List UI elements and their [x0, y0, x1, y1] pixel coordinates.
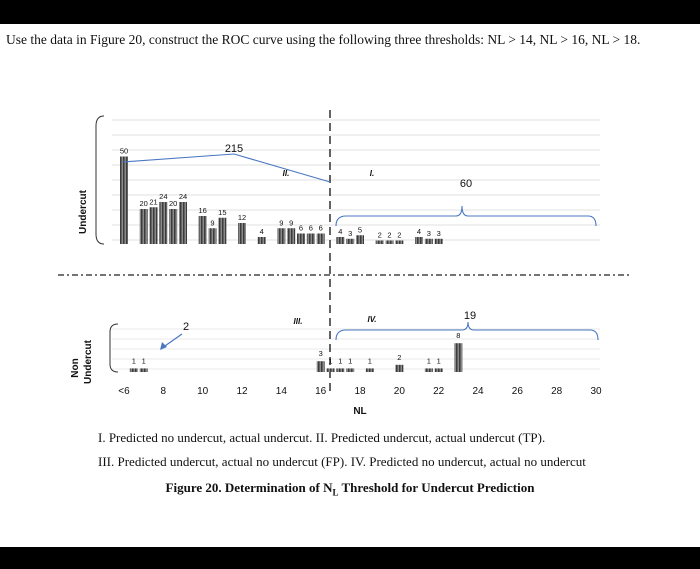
- bar-undercut-4: [169, 209, 177, 244]
- bar-undercut-2: [150, 207, 158, 244]
- bar-label-undercut-9: 12: [237, 213, 247, 222]
- bar-label-undercut-10: 4: [259, 227, 264, 236]
- quadrant-I-label: I.: [369, 169, 375, 178]
- bar-label-undercut-1: 20: [139, 199, 148, 208]
- bar-undercut-7: [209, 228, 217, 244]
- bar-label-undercut-13: 6: [298, 223, 304, 233]
- bar-label-undercut-4: 20: [168, 199, 178, 208]
- bar-undercut-0: [120, 157, 128, 245]
- bar-label-undercut-19: 2: [377, 230, 382, 240]
- x-tick-0: <6: [118, 386, 130, 397]
- non-undercut-label-line2: Undercut: [83, 340, 94, 384]
- bar-undercut-18: [356, 235, 364, 244]
- bar-undercut-15: [317, 234, 325, 245]
- x-tick-9: 24: [472, 386, 484, 397]
- bar-non-undercut-2: [317, 361, 325, 372]
- bar-label-undercut-15: 6: [318, 223, 323, 233]
- bar-undercut-1: [140, 209, 148, 244]
- bar-undercut-10: [258, 237, 266, 244]
- page: [0, 24, 700, 547]
- total-undercut-left: 215: [224, 143, 244, 155]
- bar-undercut-16: [336, 237, 344, 244]
- bar-label-undercut-24: 3: [436, 228, 441, 238]
- total-non-undercut-right: 19: [463, 310, 477, 322]
- bar-label-undercut-3: 24: [159, 192, 168, 201]
- bar-label-undercut-6: 16: [198, 206, 207, 215]
- quadrant-II-label: II.: [282, 169, 290, 178]
- quadrant-IV-label: IV.: [367, 315, 377, 324]
- x-tick-6: 18: [354, 386, 366, 397]
- bar-label-undercut-17: 3: [348, 228, 353, 238]
- x-tick-3: 12: [236, 386, 248, 397]
- bar-label-non-undercut-0: 1: [131, 356, 136, 366]
- bar-label-undercut-2: 21: [149, 197, 158, 207]
- bar-non-undercut-4: [336, 368, 344, 372]
- bar-label-non-undercut-1: 1: [141, 356, 146, 366]
- bar-non-undercut-10: [454, 343, 462, 372]
- bar-undercut-24: [435, 239, 443, 244]
- bar-label-undercut-5: 24: [178, 192, 188, 201]
- bar-undercut-22: [415, 237, 423, 244]
- bar-label-non-undercut-9: 1: [436, 356, 441, 366]
- total-undercut-right-brace: [336, 206, 596, 226]
- bar-undercut-13: [297, 234, 305, 245]
- x-tick-4: 14: [275, 386, 287, 397]
- bar-undercut-14: [307, 234, 315, 245]
- bar-undercut-23: [425, 239, 433, 244]
- bar-non-undercut-5: [346, 368, 354, 372]
- figure-title-sub: L: [332, 487, 339, 498]
- bar-label-undercut-22: 4: [416, 227, 422, 236]
- total-undercut-right: 60: [459, 178, 473, 190]
- bar-undercut-9: [238, 223, 246, 244]
- bar-label-undercut-20: 2: [387, 230, 392, 240]
- x-tick-10: 26: [511, 386, 523, 397]
- bar-label-undercut-7: 9: [210, 218, 215, 228]
- x-tick-11: 28: [551, 386, 563, 397]
- bar-undercut-21: [395, 241, 403, 245]
- bar-undercut-8: [218, 218, 226, 244]
- bar-label-non-undercut-10: 8: [456, 331, 461, 341]
- bar-label-undercut-16: 4: [338, 227, 343, 236]
- x-axis: [118, 386, 602, 417]
- bar-undercut-3: [159, 202, 167, 244]
- bar-label-non-undercut-7: 2: [397, 352, 402, 362]
- bar-undercut-20: [386, 241, 394, 245]
- x-tick-2: 10: [197, 386, 209, 397]
- bar-undercut-12: [287, 228, 295, 244]
- bar-non-undercut-8: [425, 368, 433, 372]
- bar-label-undercut-11: 9: [279, 218, 284, 228]
- bar-label-undercut-12: 9: [289, 218, 294, 228]
- bar-non-undercut-3: [327, 368, 335, 372]
- bar-label-undercut-18: 5: [357, 225, 363, 235]
- bar-label-non-undercut-3: 1: [328, 356, 333, 366]
- bar-undercut-6: [199, 216, 207, 244]
- bar-label-undercut-8: 15: [218, 207, 227, 217]
- total-non-undercut-left: 2: [182, 321, 190, 333]
- x-tick-1: 8: [160, 386, 167, 397]
- x-tick-5: 16: [315, 386, 327, 397]
- total-undercut-left-brace: [122, 154, 330, 182]
- non-undercut-label-line1: Non: [70, 358, 81, 378]
- x-tick-8: 22: [433, 386, 445, 397]
- x-tick-12: 30: [590, 386, 602, 397]
- bar-label-non-undercut-6: 1: [367, 356, 372, 366]
- bar-non-undercut-6: [366, 368, 374, 372]
- bar-non-undercut-7: [395, 365, 403, 372]
- undercut-label: Undercut: [78, 190, 89, 234]
- bar-label-undercut-23: 3: [426, 228, 431, 238]
- bar-undercut-11: [277, 228, 285, 244]
- bar-undercut-17: [346, 239, 354, 244]
- bar-label-non-undercut-5: 1: [348, 356, 353, 366]
- bar-undercut-19: [376, 241, 384, 245]
- annotations: [70, 116, 598, 384]
- bar-label-non-undercut-8: 1: [426, 356, 431, 366]
- figure-title: [0, 480, 700, 498]
- undercut-brace: [96, 116, 104, 244]
- bar-non-undercut-0: [130, 368, 138, 372]
- bar-non-undercut-1: [140, 368, 148, 372]
- quadrant-III-label: III.: [293, 317, 303, 326]
- bar-label-undercut-21: 2: [397, 230, 402, 240]
- x-tick-7: 20: [393, 386, 405, 397]
- bar-label-undercut-14: 6: [308, 223, 313, 233]
- legend-line-1: I. Predicted no undercut, actual undercut. II. Predicted undercut, actual undercut (TP).: [98, 430, 546, 445]
- bar-undercut-5: [179, 202, 187, 244]
- total-non-undercut-right-brace: [336, 322, 598, 340]
- figure-title-prefix: Figure 20. Determination of N: [165, 480, 333, 495]
- legend-line-2: III. Predicted undercut, actual no undercut (FP). IV. Predicted no undercut, actual no undercut: [98, 454, 586, 469]
- non-undercut-brace: [110, 324, 118, 372]
- question-text: Use the data in Figure 20, construct the ROC curve using the following three thresholds: NL > 14, NL > 16, NL > 18.: [6, 32, 641, 47]
- bar-label-undercut-0: 50: [119, 146, 129, 156]
- grid-lines: [58, 110, 632, 392]
- bar-non-undercut-9: [435, 368, 443, 372]
- x-axis-label: NL: [353, 406, 367, 417]
- bar-label-non-undercut-2: 3: [318, 349, 323, 359]
- figure-title-suffix: Threshold for Undercut Prediction: [338, 480, 535, 495]
- bar-label-non-undercut-4: 1: [338, 356, 343, 366]
